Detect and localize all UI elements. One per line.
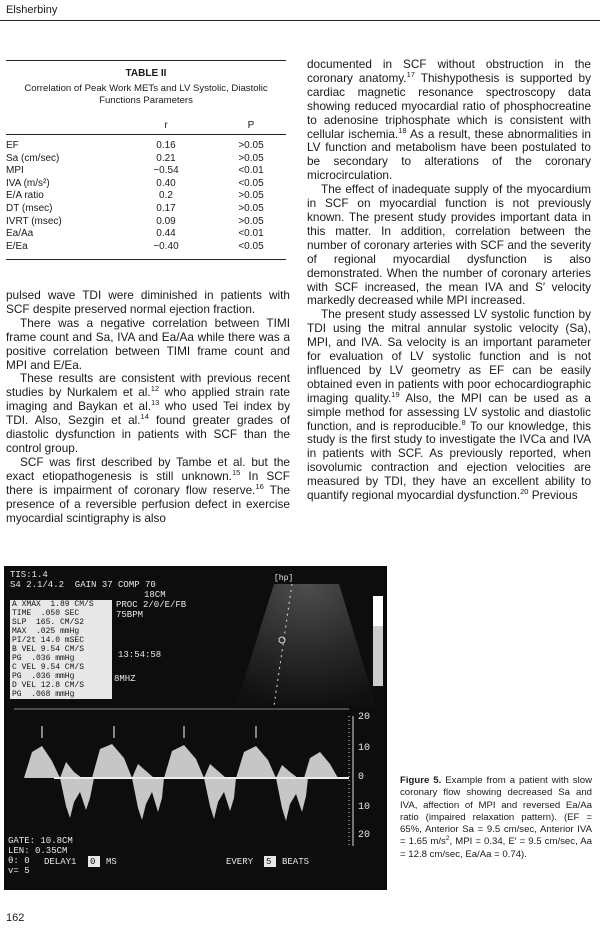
citation: 8	[461, 417, 466, 427]
table-cell-p: <0.05	[238, 240, 264, 252]
table-cell-p: <0.05	[238, 177, 264, 189]
paragraph: SCF was first described by Tambe et al. but the exact etiopathogenesis is still unknown.$^{15}$ In SCF there is impairment of coronary flow reserve.$^{16}$ The presence of a reversible perfusion defect in exercise myocardial scintigraphy is also	[6, 454, 290, 525]
table-cell-p: >0.05	[238, 152, 264, 164]
citation: 16	[255, 481, 264, 491]
paragraph: There was a negative correlation between TIMI frame count and Sa, IVA and Ea/Aa while there was a positive correlation between TIMI frame count and MPI and E/Ea.	[6, 315, 290, 372]
table-header-rule	[6, 134, 286, 135]
fig-gate: GATE: 10.8CM	[8, 836, 73, 846]
fig-time: 13:54:58	[118, 650, 162, 660]
measurement-line: PG .036 mmHg	[12, 672, 75, 681]
table-bottom-rule	[6, 259, 286, 260]
scale-label: 10	[358, 802, 371, 813]
fig-header-2: S4 2.1/4.2 GAIN 37 COMP 70	[10, 580, 156, 590]
table-header-p: P	[247, 120, 255, 131]
page-number: 162	[6, 912, 25, 924]
fig-beats: BEATS	[282, 857, 310, 867]
right-column	[307, 58, 591, 503]
table-cell-r: 0.09	[156, 215, 176, 227]
scale-label: 20	[358, 712, 371, 723]
measurement-line: PG .036 mmHg	[12, 654, 75, 663]
citation: 18	[398, 125, 407, 135]
table-cell-parameter: DT (msec)	[6, 202, 53, 214]
table-cell-r: 0.16	[156, 140, 176, 151]
table-row	[6, 153, 286, 166]
table-header-r: r	[164, 120, 168, 131]
table-cell-r: −0.40	[153, 240, 179, 252]
table-cell-parameter: IVA (m/s²)	[6, 177, 50, 189]
fig-probe: [hp]	[274, 574, 294, 583]
fig-header-1: TIS:1.4	[10, 570, 48, 580]
header-rule	[0, 20, 600, 21]
table-cell-parameter: E/A ratio	[6, 190, 44, 202]
left-column	[6, 289, 290, 525]
table-cell-p: <0.01	[238, 228, 264, 240]
table-row	[6, 216, 286, 229]
paragraph: These results are consistent with previous recent studies by Nurkalem et al.$^{12}$ who applied strain rate imaging and Baykan et al.$^{13}$ who used Tei index by TDI. Also, Sezgin et al.$^{14}$ found greater grades of diastolic dysfunction in patients with SCF than the control group.	[6, 371, 290, 455]
fig-theta: θ: 0	[8, 856, 30, 866]
table-cell-p: >0.05	[238, 190, 264, 202]
echo-tdi-figure	[4, 566, 387, 890]
citation: 20	[520, 487, 529, 497]
scale-label: 0	[358, 772, 365, 783]
table-top-rule	[6, 60, 286, 61]
table-cell-parameter: Sa (cm/sec)	[6, 152, 60, 164]
fig-depth: 18CM	[144, 590, 166, 600]
table-cell-p: >0.05	[238, 140, 264, 151]
citation: 13	[150, 398, 160, 408]
measurement-box	[10, 600, 112, 699]
measurement-line: B VEL 9.54 CM/S	[12, 645, 85, 654]
table-cell-r: −0.54	[153, 165, 179, 177]
table-cell-r: 0.40	[156, 177, 176, 189]
table-cell-parameter: E/Ea	[6, 240, 28, 252]
fig-proc: PROC 2/0/E/FB	[116, 600, 187, 610]
table-cell-parameter: IVRT (msec)	[6, 215, 62, 227]
paragraph: The effect of inadequate supply of the myocardium in SCF on myocardial function is not previously known. The present study provides important data in this matter. In addition, correlation between the number of coronary arteries with SCF and the severity of regional myocardial dysfunction is also demonstrated. When the number of coronary arteries with SCF increased, the mean IVA and S′ velocity markedly decreased while MPI increased.	[307, 182, 591, 308]
figure-label: Figure 5.	[400, 775, 442, 786]
table-row	[6, 228, 286, 241]
table-title: TABLE II	[125, 68, 167, 79]
scale-label: 10	[358, 743, 371, 754]
scale-label: 20	[358, 830, 371, 841]
table-row	[6, 190, 286, 203]
table-cell-p: <0.01	[238, 165, 264, 177]
figure-caption: Figure 5. Example from a patient with slow coronary flow showing decreased Sa and IVA, affection of MPI and reversed Ea/Aa ratio (impaired relaxation pattern). (EF = 65%, Anterior Sa = 9.5 cm/sec, Anterior IVA = 1.65 $m/s^2$, MPI = 0.34, E′ = 9.5 cm/sec, Aa = 12.8 cm/sec, Ea/Aa = 0.74).	[400, 775, 593, 860]
measurement-line: PG .068 mmHg	[12, 690, 75, 699]
table-row	[6, 140, 286, 153]
fig-bpm: 75BPM	[116, 610, 144, 620]
measurement-line: D VEL 12.8 CM/S	[12, 681, 85, 690]
measurement-line: TIME .050 SEC	[12, 609, 80, 618]
table-ii	[6, 60, 286, 260]
table-row	[6, 241, 286, 254]
fig-v: v= 5	[8, 866, 30, 876]
measurement-line: A XMAX 1.89 CM/S	[12, 600, 94, 609]
table-cell-r: 0.21	[156, 152, 176, 164]
table-row	[6, 178, 286, 191]
fig-delay: DELAY1	[44, 857, 77, 867]
paragraph: documented in SCF without obstruction in the coronary anatomy.$^{17}$ Thishypothesis is supported by cardiac magnetic resonance spectroscopy data showing reduced myocardial ratio of phosphocreatine to adenosine triphosphate which is consistent with cellular ischemia.$^{18}$ As a result, these abnormalities in LV function and metabolism have been postulated to be secondary to alterations of the coronary microcirculation.	[307, 57, 592, 183]
running-head: Elsherbiny	[6, 4, 58, 16]
table-cell-r: 0.44	[156, 228, 176, 240]
fig-ms: MS	[106, 857, 117, 867]
table-header	[6, 120, 286, 131]
citation: 14	[140, 412, 149, 422]
table-cell-parameter: MPI	[6, 165, 24, 177]
paragraph: The present study assessed LV systolic function by TDI using the mitral annular systolic velocity (Sa), MPI, and IVA. Sa velocity is an important parameter for evaluation of LV systolic function and is not influenced by LV geometry as EF can be easily obtained even in patients with poor echocardiographic imaging quality.$^{19}$ Also, the MPI can be used as a simple method for assessing LV systolic and diastolic function, and is reproducible.$^8$ To our knowledge, this study is the first study to investigate the IVCa and IVA in patients with SCF. As previously reported, when isovolumic contraction and ejection velocities are measured by TDI, they have an excellent ability to quantify regional myocardial dysfunction.$^{20}$ Previous	[307, 307, 591, 503]
fig-every-value: 5	[266, 857, 272, 867]
table-cell-r: 0.2	[159, 190, 173, 202]
citation: 15	[231, 467, 241, 477]
table-caption: Correlation of Peak Work METs and LV Systolic, Diastolic Functions Parameters	[24, 83, 268, 106]
fig-every: EVERY	[226, 857, 254, 867]
table-body	[6, 140, 286, 253]
table-cell-p: >0.05	[238, 215, 264, 227]
citation: 12	[150, 384, 160, 394]
table-cell-parameter: EF	[6, 140, 19, 151]
table-cell-r: 0.17	[156, 202, 176, 214]
citation: 17	[406, 69, 415, 79]
citation: 19	[391, 389, 400, 399]
fig-freq: 8MHZ	[114, 674, 136, 684]
measurement-line: SLP 165. CM/S2	[12, 618, 85, 627]
measurement-line: PI/2t 14.0 mSEC	[12, 636, 85, 645]
table-cell-parameter: Ea/Aa	[6, 228, 34, 240]
fig-delay-value: 0	[90, 857, 96, 867]
paragraph: pulsed wave TDI were diminished in patients with SCF despite preserved normal ejection fraction.	[6, 288, 290, 316]
measurement-line: MAX .025 mmHg	[12, 627, 80, 636]
table-cell-p: >0.05	[238, 202, 264, 214]
measurement-line: C VEL 9.54 CM/S	[12, 663, 85, 672]
table-row	[6, 203, 286, 216]
table-row	[6, 165, 286, 178]
fig-len: LEN: 0.35CM	[8, 846, 68, 856]
